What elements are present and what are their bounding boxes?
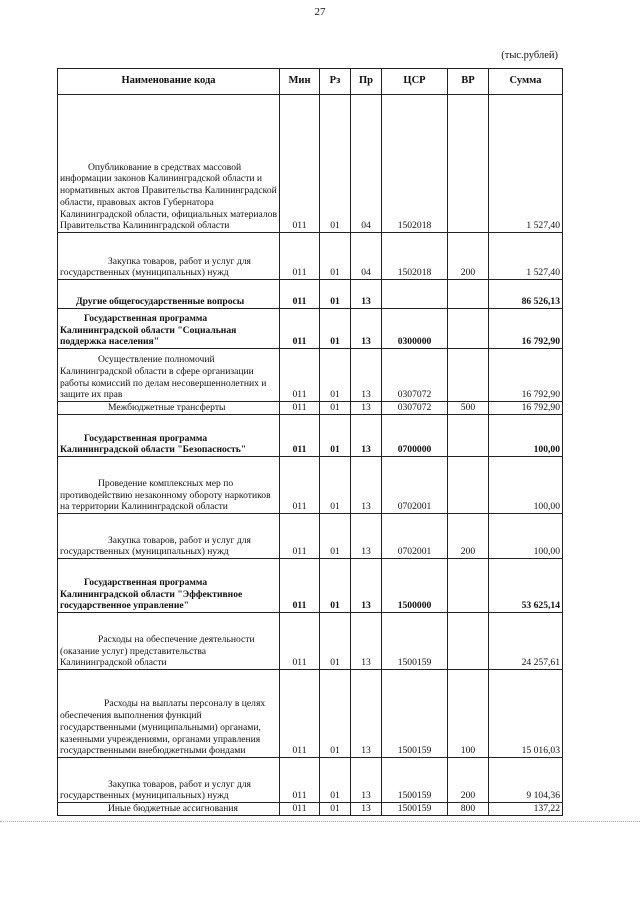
row-csr: 1502018 bbox=[382, 95, 448, 233]
row-name: Иные бюджетные ассигнования bbox=[58, 803, 280, 816]
row-name: Закупка товаров, работ и услуг для государственных (муниципальных) нужд bbox=[58, 514, 280, 559]
row-rz: 01 bbox=[320, 280, 351, 309]
row-csr: 1502018 bbox=[382, 233, 448, 280]
row-sum: 16 792,90 bbox=[489, 402, 563, 415]
row-csr: 1500159 bbox=[382, 758, 448, 803]
header-sum: Сумма bbox=[489, 69, 563, 95]
row-csr: 0702001 bbox=[382, 514, 448, 559]
table-row bbox=[58, 758, 563, 803]
row-rz: 01 bbox=[320, 309, 351, 349]
header-pr: Пр bbox=[351, 69, 382, 95]
row-sum: 9 104,36 bbox=[489, 758, 563, 803]
row-min: 011 bbox=[280, 758, 320, 803]
row-vr bbox=[448, 457, 489, 514]
row-min: 011 bbox=[280, 415, 320, 457]
row-name: Расходы на обеспечение деятельности (оказание услуг) представительства Калининградской области bbox=[58, 613, 280, 670]
row-min: 011 bbox=[280, 559, 320, 613]
row-name: Государственная программа Калининградской области "Эффективное государственное управление" bbox=[58, 559, 280, 613]
row-name: Опубликование в средствах массовой информации законов Калининградской области и нормативных актов Правительства Калининградской области, правовых актов Губернатора Калининградской области, официальных материалов Правительства Калининградской области bbox=[58, 95, 280, 233]
row-min: 011 bbox=[280, 95, 320, 233]
row-csr: 1500159 bbox=[382, 803, 448, 816]
row-pr: 13 bbox=[351, 415, 382, 457]
row-vr bbox=[448, 559, 489, 613]
row-rz: 01 bbox=[320, 514, 351, 559]
row-vr bbox=[448, 309, 489, 349]
row-csr: 0702001 bbox=[382, 457, 448, 514]
row-pr: 13 bbox=[351, 803, 382, 816]
row-pr: 13 bbox=[351, 758, 382, 803]
row-pr: 13 bbox=[351, 280, 382, 309]
units-label: (тыс.рублей) bbox=[501, 50, 558, 61]
row-sum: 1 527,40 bbox=[489, 233, 563, 280]
row-csr bbox=[382, 280, 448, 309]
row-csr: 1500159 bbox=[382, 613, 448, 670]
row-name: Закупка товаров, работ и услуг для государственных (муниципальных) нужд bbox=[58, 758, 280, 803]
row-min: 011 bbox=[280, 670, 320, 758]
row-vr bbox=[448, 613, 489, 670]
row-pr: 04 bbox=[351, 233, 382, 280]
table-row bbox=[58, 670, 563, 758]
page-divider bbox=[0, 821, 640, 822]
table-row bbox=[58, 349, 563, 402]
row-sum: 86 526,13 bbox=[489, 280, 563, 309]
page-number: 27 bbox=[314, 6, 326, 18]
row-csr: 1500000 bbox=[382, 559, 448, 613]
header-name: Наименование кода bbox=[58, 69, 280, 95]
row-rz: 01 bbox=[320, 349, 351, 402]
table-row bbox=[58, 233, 563, 280]
row-rz: 01 bbox=[320, 758, 351, 803]
row-name: Межбюджетные трансферты bbox=[58, 402, 280, 415]
budget-table bbox=[57, 68, 563, 816]
row-sum: 15 016,03 bbox=[489, 670, 563, 758]
row-sum: 1 527,40 bbox=[489, 95, 563, 233]
row-name: Осуществление полномочий Калининградской области в сфере организации работы комиссий по делам несовершеннолетних и защите их прав bbox=[58, 349, 280, 402]
row-vr bbox=[448, 95, 489, 233]
row-name: Проведение комплексных мер по противодействию незаконному обороту наркотиков на территории Калининградской области bbox=[58, 457, 280, 514]
row-vr bbox=[448, 349, 489, 402]
row-rz: 01 bbox=[320, 95, 351, 233]
row-csr: 0300000 bbox=[382, 309, 448, 349]
row-vr: 800 bbox=[448, 803, 489, 816]
row-sum: 100,00 bbox=[489, 514, 563, 559]
row-csr: 0307072 bbox=[382, 402, 448, 415]
table-row bbox=[58, 280, 563, 309]
row-rz: 01 bbox=[320, 402, 351, 415]
row-sum: 16 792,90 bbox=[489, 309, 563, 349]
row-sum: 16 792,90 bbox=[489, 349, 563, 402]
row-min: 011 bbox=[280, 280, 320, 309]
row-vr: 200 bbox=[448, 514, 489, 559]
table-row bbox=[58, 457, 563, 514]
row-rz: 01 bbox=[320, 613, 351, 670]
table-row bbox=[58, 613, 563, 670]
header-vr: ВР bbox=[448, 69, 489, 95]
row-min: 011 bbox=[280, 457, 320, 514]
row-vr: 500 bbox=[448, 402, 489, 415]
row-min: 011 bbox=[280, 613, 320, 670]
row-name: Другие общегосударственные вопросы bbox=[58, 280, 280, 309]
row-min: 011 bbox=[280, 514, 320, 559]
row-rz: 01 bbox=[320, 803, 351, 816]
row-csr: 0307072 bbox=[382, 349, 448, 402]
row-name: Закупка товаров, работ и услуг для государственных (муниципальных) нужд bbox=[58, 233, 280, 280]
row-vr bbox=[448, 280, 489, 309]
row-rz: 01 bbox=[320, 415, 351, 457]
table-row bbox=[58, 415, 563, 457]
row-vr: 200 bbox=[448, 233, 489, 280]
row-sum: 137,22 bbox=[489, 803, 563, 816]
table-header-row bbox=[58, 69, 563, 95]
table-row bbox=[58, 514, 563, 559]
header-rz: Рз bbox=[320, 69, 351, 95]
table-row bbox=[58, 803, 563, 816]
row-name: Государственная программа Калининградской области "Социальная поддержка населения" bbox=[58, 309, 280, 349]
row-min: 011 bbox=[280, 349, 320, 402]
row-csr: 1500159 bbox=[382, 670, 448, 758]
row-pr: 13 bbox=[351, 613, 382, 670]
row-pr: 13 bbox=[351, 402, 382, 415]
row-vr: 100 bbox=[448, 670, 489, 758]
row-rz: 01 bbox=[320, 559, 351, 613]
row-pr: 13 bbox=[351, 349, 382, 402]
table-row bbox=[58, 95, 563, 233]
row-rz: 01 bbox=[320, 670, 351, 758]
row-min: 011 bbox=[280, 402, 320, 415]
row-rz: 01 bbox=[320, 233, 351, 280]
table-row bbox=[58, 402, 563, 415]
row-pr: 13 bbox=[351, 457, 382, 514]
row-sum: 100,00 bbox=[489, 415, 563, 457]
row-pr: 04 bbox=[351, 95, 382, 233]
row-pr: 13 bbox=[351, 309, 382, 349]
row-min: 011 bbox=[280, 233, 320, 280]
header-min: Мин bbox=[280, 69, 320, 95]
table-row bbox=[58, 559, 563, 613]
row-name: Государственная программа Калининградской области "Безопасность" bbox=[58, 415, 280, 457]
row-csr: 0700000 bbox=[382, 415, 448, 457]
row-pr: 13 bbox=[351, 514, 382, 559]
row-sum: 100,00 bbox=[489, 457, 563, 514]
row-vr bbox=[448, 415, 489, 457]
row-name: Расходы на выплаты персоналу в целях обеспечения выполнения функций государственными (муниципальными) органами, казенными учреждениями, органами управления государственными внебюджетными фондами bbox=[58, 670, 280, 758]
row-rz: 01 bbox=[320, 457, 351, 514]
table-row bbox=[58, 309, 563, 349]
row-pr: 13 bbox=[351, 559, 382, 613]
row-pr: 13 bbox=[351, 670, 382, 758]
row-min: 011 bbox=[280, 803, 320, 816]
row-sum: 24 257,61 bbox=[489, 613, 563, 670]
row-vr: 200 bbox=[448, 758, 489, 803]
row-min: 011 bbox=[280, 309, 320, 349]
header-csr: ЦСР bbox=[382, 69, 448, 95]
row-sum: 53 625,14 bbox=[489, 559, 563, 613]
